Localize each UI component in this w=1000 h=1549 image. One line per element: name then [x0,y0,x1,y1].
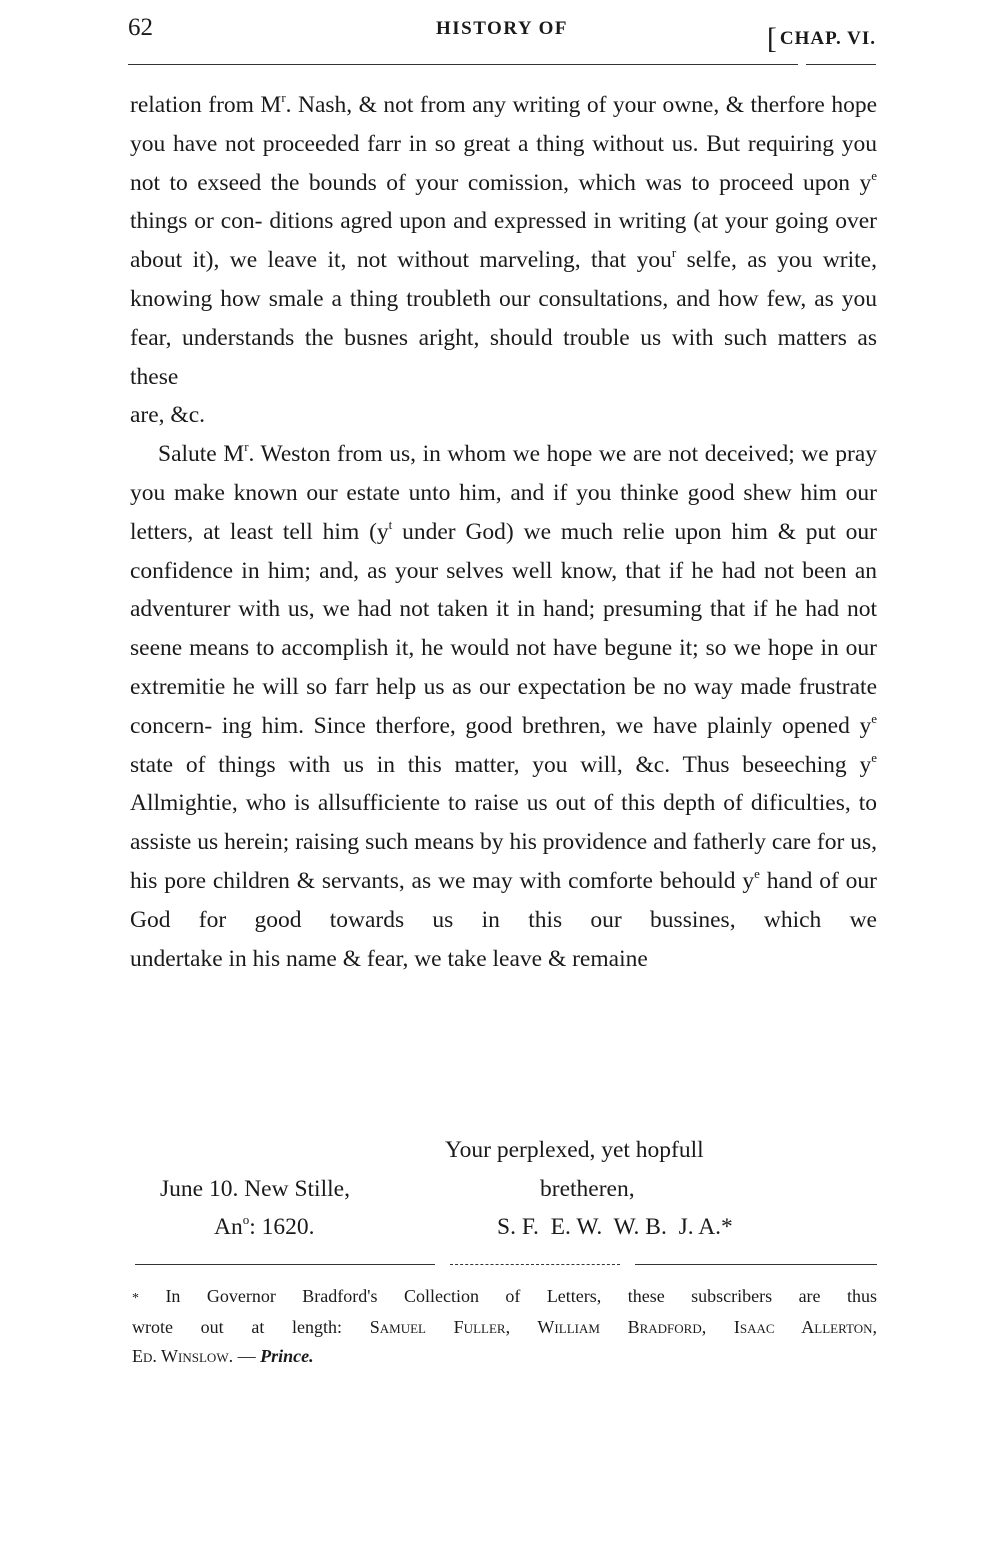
paragraph: Salute $M^r$. Weston from us, in whom we hope we are not deceived; we pray you make known our estate unto him, and if you thinke good shew him our letters, at least tell him ($y^t$ under God) we much relie upon him & put our confidence in him; and, as your selves well know, that if he had not been an adventurer with us, we had not taken it in hand; presuming that if he had not seene means to accomplish it, he would not have begune it; so we hope in our extremitie he will so farr help us as our expectation be no way made frustrate concern- ing him. Since therfore, good brethren, we have plainly opened $y^e$ state of things with us in this matter, you will, &c. Thus beseeching $y^e$ Allmightie, who is allsufficiente to raise us out of this depth of dificulties, to assiste us herein; raising such means by his providence and fatherly care for us, his pore children & servants, as we may with comforte behould $y^e$ hand of our God for good towards us in this our bussines, which we [130,439,878,933]
footnote: * In Governor Bradford's Collection of Letters, these subscribers are thus wrote out at length: Samuel Fuller, William Bradford, Isaac Allerton, Ed. Winslow. — Prince. [132,1286,877,1366]
signatures: S. F. E. W. W. B. J. A.* [497,1214,733,1240]
chapter-text: CHAP. VI. [779,28,876,49]
paragraph-end: undertake in his name & fear, we take leave & remaine [130,945,648,972]
footnote-rule-3 [635,1264,877,1265]
page-number: 62 [128,14,153,41]
chapter-label [766,18,876,55]
running-title: HISTORY OF [435,18,569,39]
date-line-2: An$^o$: 1620. [214,1212,315,1240]
closing-brethren: bretheren, [540,1176,635,1202]
closing-salutation: Your perplexed, yet hopfull [445,1137,704,1163]
page-header [128,14,876,55]
letter-body [130,86,877,978]
header-rule-long [128,64,798,65]
subscriber-names: Samuel Fuller, William Bradford, Isaac Allerton, [369,1317,877,1337]
paragraph: relation from $M^r$. Nash, & not from any writing of your owne, & therfore hope you have not proceeded farr in so great a thing without us. But requiring you not to exseed the bounds of your comission, which was to proceed upon $y^e$ things or con- ditions agred upon and expressed in writing (at your going over about it), we leave it, not without marveling, that you$^r$ selfe, as you write, knowing how smale a thing troubleth our consultations, and how few, as you fear, understands the busnes aright, should trouble us with such matters as these [130,90,878,390]
footnote-source: Prince. [260,1346,314,1366]
chapter-bracket: [ [766,22,778,55]
footnote-rule-2 [450,1264,620,1265]
footnote-marker: * [132,1291,139,1306]
paragraph-end: are, &c. [130,402,206,429]
footnote-rule-1 [135,1264,435,1265]
date-line-1: June 10. New Stille, [160,1176,350,1202]
header-rule-short [806,64,876,65]
